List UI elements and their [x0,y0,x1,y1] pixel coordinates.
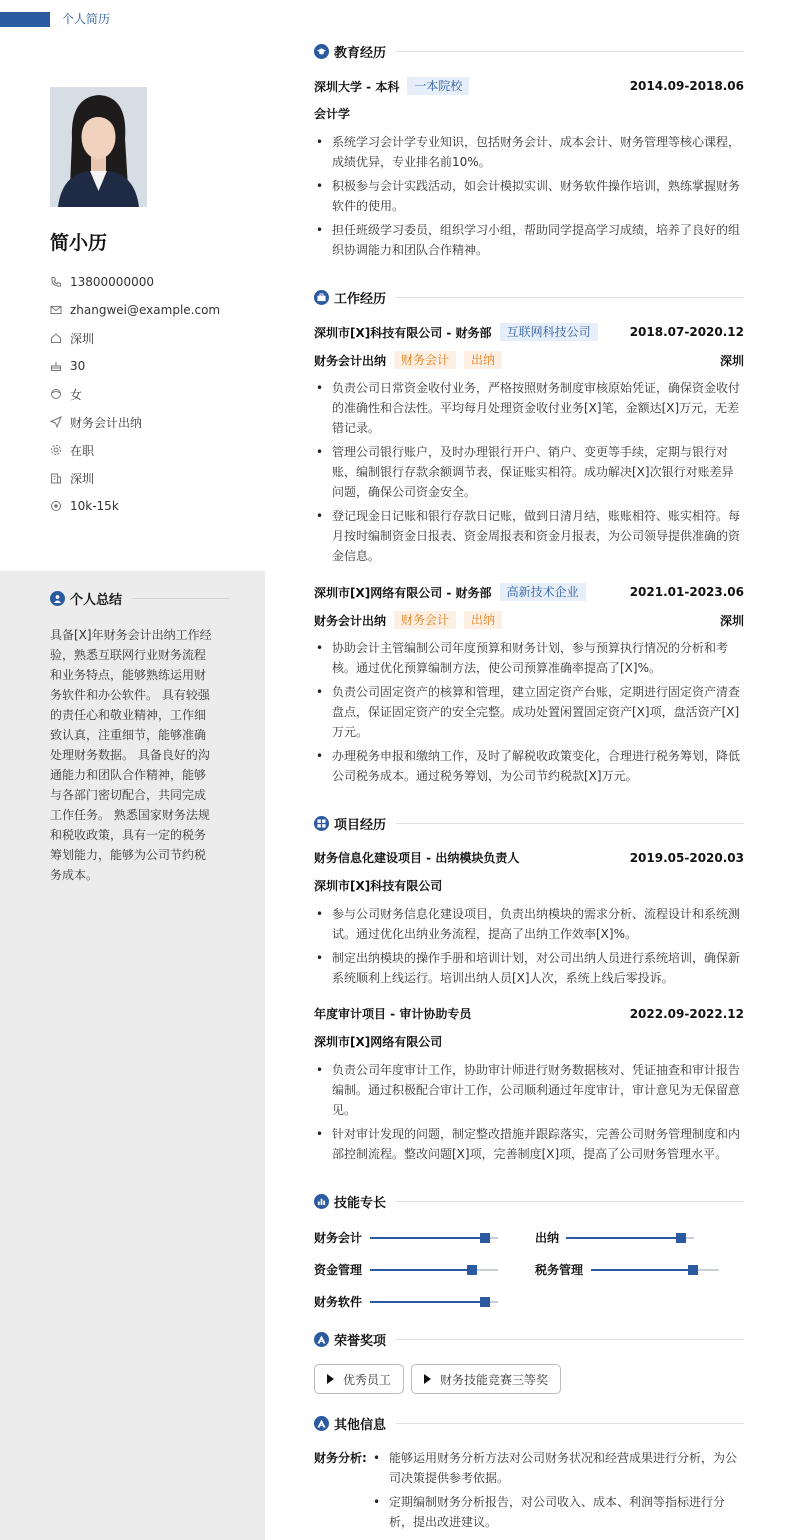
section-honors-heading [314,1330,744,1349]
gender-icon [50,388,62,400]
play-icon [327,1374,334,1384]
skill-bar [591,1269,719,1271]
job-1-badge: 互联网科技公司 [500,323,598,341]
section-work-heading [314,288,744,307]
skill-bar [370,1269,498,1271]
job-2-date: 2021.01-2023.06 [629,585,744,599]
education-badge: 一本院校 [407,77,469,95]
list-item: • 办理税务申报和缴纳工作，及时了解税收政策变化，合理进行税务筹划，降低公司税务成本。通过税务筹划，为公司节约税款[X]万元。 [314,746,744,786]
building-icon [50,472,62,484]
skill-name: 财务软件 [314,1295,363,1309]
education-major: 会计学 [314,107,351,121]
skill-bar-knob [676,1233,686,1243]
honor-chip[interactable] [411,1364,561,1394]
send-icon [50,416,62,428]
job-1-role-row [314,351,744,369]
skill-bar-knob [467,1265,477,1275]
skill-name: 税务管理 [535,1263,584,1277]
other-title: 其他信息 [334,1418,387,1433]
project-1-date: 2019.05-2020.03 [629,850,744,865]
info-gender-value: 女 [70,387,83,402]
info-position [50,408,220,436]
job-1-tag: 出纳 [464,351,502,369]
other-label: 财务分析: [314,1451,367,1465]
education-header-row [314,77,744,95]
honor-label: 财务技能竞赛三等奖 [440,1372,549,1387]
header-label: 个人简历 [62,12,111,26]
info-status [50,436,220,464]
skill-item [314,1229,498,1246]
header-accent-bar [0,12,50,27]
project-2-company-row [314,1033,744,1050]
list-item: • 负责公司日常资金收付业务，严格按照财务制度审核原始凭证，确保资金收付的准确性和合法性。平均每月处理资金收付业务[X]笔，金额达[X]万元，无差错记录。 [314,378,744,438]
skill-name: 资金管理 [314,1263,363,1277]
cake-icon [50,360,62,372]
grid-icon [314,816,329,831]
project-2-company: 深圳市[X]网络有限公司 [314,1035,443,1049]
job-2-bullets [314,638,744,790]
education-school: 深圳大学 - 本科 [314,79,400,94]
info-phone-value: 13800000000 [70,275,154,289]
skill-bar-knob [688,1265,698,1275]
info-phone [50,268,220,296]
other-bullets [371,1448,744,1536]
job-1-bullets [314,378,744,570]
job-1-date: 2018.07-2020.12 [629,325,744,339]
info-age [50,352,220,380]
section-education-heading [314,42,744,61]
projects-divider [396,823,744,824]
project-2-header-row [314,1005,744,1022]
job-2-city: 深圳 [719,613,744,628]
skill-item [314,1293,498,1310]
info-salary-value: 10k-15k [70,499,119,513]
user-icon [50,591,65,606]
info-work-city-value: 深圳 [70,471,95,486]
skill-bar-fill [566,1237,681,1239]
skill-item [535,1229,694,1246]
list-item: • 负责公司年度审计工作，协助审计师进行财务数据核对、凭证抽查和审计报告编制。通过积极配合审计工作，公司顺利通过年度审计，审计意见为无保留意见。 [314,1060,744,1120]
job-1-company: 深圳市[X]科技有限公司 - 财务部 [314,325,492,340]
list-item: • 负责公司固定资产的核算和管理，建立固定资产台账，定期进行固定资产清查盘点，保证固定资产的安全完整。成功处置闲置固定资产[X]项，盘活资产[X]万元。 [314,682,744,742]
education-divider [396,51,744,52]
coin-icon [50,500,62,512]
work-divider [396,297,744,298]
job-2-company: 深圳市[X]网络有限公司 - 财务部 [314,585,492,600]
info-work-city [50,464,220,492]
job-2-tag: 财务会计 [394,611,456,629]
skill-item [535,1261,719,1278]
summary-divider [132,598,230,599]
skill-bar-fill [370,1269,472,1271]
profile-name: 简小历 [50,232,108,254]
education-major-row [314,105,744,122]
mail-icon [50,304,62,316]
info-city [50,324,220,352]
job-2-badge: 高新技术企业 [500,583,586,601]
status-gear-icon [50,444,62,456]
project-1-company-row [314,877,744,894]
skill-bar-fill [370,1301,485,1303]
info-salary [50,492,220,520]
section-projects-heading [314,814,744,833]
list-item: • 管理公司银行账户，及时办理银行开户、销户、变更等手续，定期与银行对账，编制银行存款余额调节表，保证账实相符。成功解决[X]次银行对账差异问题，确保公司资金安全。 [314,442,744,502]
job-1-role: 财务会计出纳 [314,353,387,368]
skill-bar-fill [591,1269,693,1271]
profile-photo [50,87,147,207]
project-1-bullets [314,904,744,992]
skills-title: 技能专长 [334,1196,387,1211]
skill-bar [566,1237,694,1239]
award-icon [314,1332,329,1347]
honors-divider [396,1339,744,1340]
education-date: 2014.09-2018.06 [629,79,744,93]
list-item: • 协助会计主管编制公司年度预算和财务计划，参与预算执行情况的分析和考核。通过优化预算编制方法，使公司预算准确率提高了[X]%。 [314,638,744,678]
section-skills-heading [314,1192,744,1211]
project-2-bullets [314,1060,744,1168]
info-icon [314,1416,329,1431]
skill-bar [370,1301,498,1303]
play-icon [424,1374,431,1384]
skill-bar-fill [370,1237,485,1239]
honor-label: 优秀员工 [343,1372,392,1387]
job-2-role: 财务会计出纳 [314,613,387,628]
list-item: • 参与公司财务信息化建设项目，负责出纳模块的需求分析、流程设计和系统测试。通过优化出纳业务流程，提高了出纳工作效率[X]%。 [314,904,744,944]
briefcase-icon [314,290,329,305]
phone-icon [50,276,62,288]
info-email-value: zhangwei@example.com [70,303,221,317]
bar-chart-icon [314,1194,329,1209]
work-title: 工作经历 [334,292,387,307]
job-2-role-row [314,611,744,629]
project-2-date: 2022.09-2022.12 [629,1006,744,1021]
info-city-value: 深圳 [70,331,95,346]
education-bullets [314,132,744,264]
home-icon [50,332,62,344]
skill-bar-knob [480,1233,490,1243]
list-item: • 积极参与会计实践活动，如会计模拟实训、财务软件操作培训，熟练掌握财务软件的使用。 [314,176,744,216]
graduation-cap-icon [314,44,329,59]
skill-name: 出纳 [535,1231,560,1245]
job-2-header-row [314,583,744,601]
honor-chip[interactable] [314,1364,404,1394]
info-email [50,296,220,324]
info-gender [50,380,220,408]
list-item: • 针对审计发现的问题，制定整改措施并跟踪落实，完善公司财务管理制度和内部控制流程。整改问题[X]项，完善制度[X]项，提高了公司财务管理水平。 [314,1124,744,1164]
project-2-name: 年度审计项目 - 审计协助专员 [314,1007,472,1021]
project-1-name: 财务信息化建设项目 - 出纳模块负责人 [314,851,520,865]
list-item: • 制定出纳模块的操作手册和培训计划，对公司出纳人员进行系统培训，确保新系统顺利上线运行。培训出纳人员[X]人次，系统上线后零投诉。 [314,948,744,988]
project-1-company: 深圳市[X]科技有限公司 [314,879,443,893]
job-1-header-row [314,323,744,341]
section-other-heading [314,1414,744,1433]
list-item: • 能够运用财务分析方法对公司财务状况和经营成果进行分析，为公司决策提供参考依据。 [371,1448,744,1488]
job-1-city: 深圳 [719,353,744,368]
summary-text: 具备[X]年财务会计出纳工作经验，熟悉互联网行业财务流程和业务特点，能够熟练运用财务软件和办公软件。 具有较强的责任心和敬业精神，工作细致认真，注重细节，能够准确处理财务数据。 具备良好的沟通能力和团队合作精神，能够与各部门密切配合，共同完成工作任务。 熟悉国家财务法规和税收政策，具有一定的税务筹划能力，能够为公司节约税务成本。 [50,628,212,882]
projects-title: 项目经历 [334,818,387,833]
education-title: 教育经历 [334,46,387,61]
skill-name: 财务会计 [314,1231,363,1245]
job-1-tag: 财务会计 [394,351,456,369]
skill-bar-knob [480,1297,490,1307]
summary-title: 个人总结 [70,593,123,608]
skill-item [314,1261,498,1278]
job-2-tag: 出纳 [464,611,502,629]
list-item: • 系统学习会计学专业知识，包括财务会计、成本会计、财务管理等核心课程，成绩优异，专业排名前10%。 [314,132,744,172]
info-position-value: 财务会计出纳 [70,415,143,430]
skill-bar [370,1237,498,1239]
list-item: • 担任班级学习委员，组织学习小组，帮助同学提高学习成绩，培养了良好的组织协调能力和团队合作精神。 [314,220,744,260]
project-1-header-row [314,849,744,866]
info-age-value: 30 [70,359,86,373]
honors-title: 荣誉奖项 [334,1334,387,1349]
list-item: • 登记现金日记账和银行存款日记账，做到日清月结，账账相符、账实相符。每月按时编制资金日报表、资金周报表和资金月报表，为公司领导提供准确的资金信息。 [314,506,744,566]
skills-divider [396,1201,744,1202]
info-status-value: 在职 [70,443,95,458]
other-divider [396,1423,744,1424]
contact-info [50,268,220,520]
list-item: • 定期编制财务分析报告，对公司收入、成本、利润等指标进行分析，提出改进建议。 [371,1492,744,1532]
summary-heading [50,589,230,608]
